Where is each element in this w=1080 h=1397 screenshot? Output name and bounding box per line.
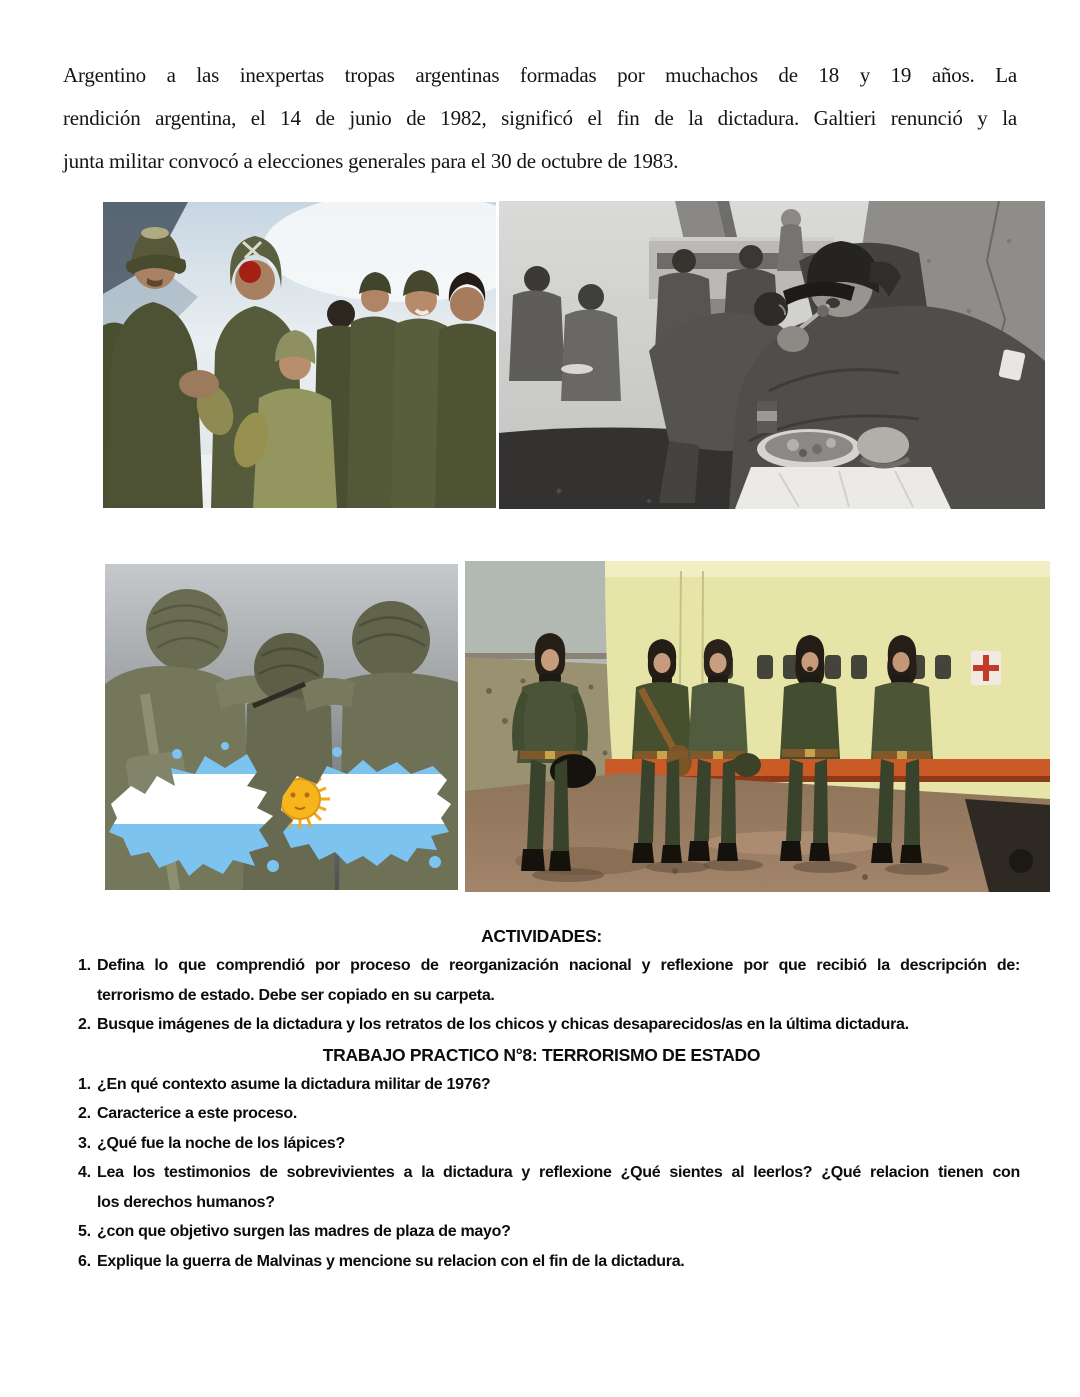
item-line: Caracterice a este proceso. <box>97 1105 298 1122</box>
actividades-heading: ACTIVIDADES: <box>481 926 602 946</box>
item-line: Lea los testimonios de sobrevivientes a la dictadura y reflexione ¿Qué sientes al leerlos? ¿Qué relacion tienen con <box>97 1164 1020 1181</box>
intro-line-1: Argentino a las inexpertas tropas argentinas formadas por muchachos de 18 y 19 años. La <box>63 63 1017 87</box>
photo-malvinas-flag <box>105 564 458 890</box>
trabajo-item-2 <box>63 1099 1020 1129</box>
trabajo-item-4 <box>63 1158 1020 1217</box>
actividades-item-1 <box>63 951 1020 1010</box>
photo-women-soldiers-art <box>465 561 1050 892</box>
photo-soldiers-snow-art <box>103 202 496 508</box>
activities-section <box>63 921 1020 1276</box>
item-line: terrorismo de estado. Debe ser copiado en su carpeta. <box>97 986 495 1004</box>
trabajo-item-5 <box>63 1217 1020 1247</box>
item-text <box>97 1070 1020 1100</box>
intro-line-2: rendición argentina, el 14 de junio de 1982, significó el fin de la dictadura. Galtieri renunció y la <box>63 106 1017 130</box>
item-line: ¿con que objetivo surgen las madres de plaza de mayo? <box>97 1223 511 1240</box>
photo-soldiers-eating-art <box>499 201 1045 509</box>
item-line: Explique la guerra de Malvinas y mencione su relacion con el fin de la dictadura. <box>97 1252 685 1270</box>
item-text <box>97 1158 1020 1217</box>
item-line: ¿Qué fue la noche de los lápices? <box>97 1134 345 1152</box>
trabajo-practico-heading: TRABAJO PRACTICO N°8: TERRORISMO DE ESTADO <box>322 1044 761 1065</box>
item-line: Busque imágenes de la dictadura y los retratos de los chicos y chicas desaparecidos/as en la última dictadura. <box>97 1016 909 1033</box>
item-line: los derechos humanos? <box>97 1193 275 1211</box>
item-number: 3. <box>78 1134 91 1152</box>
photo-soldiers-snow <box>103 202 496 508</box>
intro-line-3: junta militar convocó a elecciones generales para el 30 de octubre de 1983. <box>63 149 679 173</box>
intro-paragraph <box>63 54 1017 183</box>
photo-soldiers-eating <box>499 201 1045 509</box>
item-text <box>97 1217 1020 1247</box>
item-text <box>97 951 1020 1010</box>
item-number: 4. <box>78 1164 91 1181</box>
item-text <box>97 1247 1020 1277</box>
item-text <box>97 1010 1020 1040</box>
item-number: 5. <box>78 1223 91 1240</box>
photo-malvinas-flag-art <box>105 564 458 890</box>
photo-women-soldiers <box>465 561 1050 892</box>
actividades-item-2 <box>63 1010 1020 1040</box>
item-text <box>97 1129 1020 1159</box>
trabajo-item-1 <box>63 1070 1020 1100</box>
trabajo-item-6 <box>63 1247 1020 1277</box>
item-number: 2. <box>78 1016 91 1033</box>
item-number: 1. <box>78 957 91 974</box>
trabajo-item-3 <box>63 1129 1020 1159</box>
item-line: ¿En qué contexto asume la dictadura militar de 1976? <box>97 1075 491 1093</box>
item-number: 2. <box>78 1105 91 1122</box>
item-text <box>97 1099 1020 1129</box>
item-number: 6. <box>78 1252 91 1270</box>
item-number: 1. <box>78 1075 91 1093</box>
item-line: Defina lo que comprendió por proceso de reorganización nacional y reflexione por que recibió la descripción de: <box>97 957 1020 974</box>
